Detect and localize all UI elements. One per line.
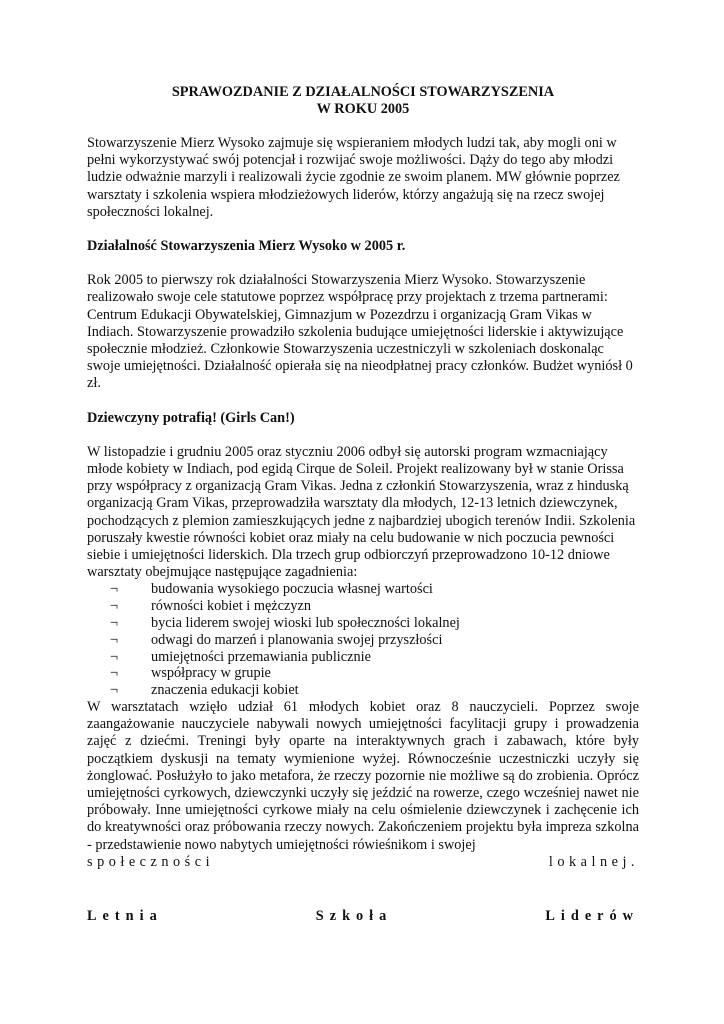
list-item [87,682,639,699]
footer-word-1: Letnia [87,908,163,924]
workshop-summary-last-line [87,854,639,871]
list-item [87,665,639,682]
list-item [87,615,639,632]
document-title-line-2: W ROKU 2005 [316,101,410,117]
list-item-text: budowania wysokiego poczucia własnej wartości [151,581,433,598]
bullet-icon: ¬ [110,648,119,665]
last-line-word-2: lokalnej. [548,853,639,870]
list-item-text: współpracy w grupie [151,665,271,682]
footer-word-3: Liderów [545,908,639,924]
footer-word-2: Szkoła [315,908,393,924]
activity-paragraph: Rok 2005 to pierwszy rok działalności Stowarzyszenia Mierz Wysoko. Stowarzyszenie realizowało swoje cele statutowe poprzez współpracę przy projektach z trzema partnerami: Centrum Edukacji Obywatelskiej, Gimnazjum w Pozezdrzu i organizacją Gram Vikas w Indiach. Stowarzyszenie prowadziło szkolenia budujące umiejętności liderskie i aktywizujące społecznie młodzież. Członkowie Stowarzyszenia uczestniczyli w szkoleniach doskonaląc swoje umiejętności. Działalność opierała się na nieodpłatnej pracy członków. Budżet wyniósł 0 zł. [87,272,633,392]
list-item-text: bycia liderem swojej wioski lub społeczności lokalnej [151,615,460,632]
bullet-icon: ¬ [110,581,119,598]
list-item [87,632,639,649]
list-item-text: znaczenia edukacji kobiet [151,682,299,699]
bullet-icon: ¬ [110,665,119,682]
footer-heading [87,908,639,925]
topics-list [87,581,639,699]
workshop-summary-paragraph: W warsztatach wzięło udział 61 młodych kobiet oraz 8 nauczycieli. Poprzez swoje zaangażowanie nauczyciele nabywali nowych umiejętności facylitacji grupy i prowadzenia zajęć z dziećmi. Treningi były oparte na interaktywnych grach i zabawach, które były początkiem dyskusji na tematy wymienione wyżej. Równocześnie uczestniczki uczyły się żonglować. Posłużyło to jako metafora, że rzeczy pozornie nie możliwe są do zrobienia. Oprócz umiejętności cyrkowych, dziewczynki uczyły się jeździć na rowerze, czego wcześniej nawet nie próbowały. Inne umiejętności cyrkowe miały na celu ośmielenie dziewczynek i zachęcenie ich do kreatywności oraz próbowania rzeczy nowych. Zakończeniem projektu była impreza szkolna - przedstawienie nowo nabytych umiejętności rówieśnikom i swojej [87,699,639,853]
bullet-icon: ¬ [110,682,119,699]
intro-paragraph: Stowarzyszenie Mierz Wysoko zajmuje się wspieraniem młodych ludzi tak, aby mogli oni w pełni wykorzystywać swój potencjał i rozwijać swoje możliwości. Dąży do tego aby młodzi ludzie odważnie marzyli i realizowali życie zgodnie ze swoim planem. MW głównie poprzez warsztaty i szkolenia wspiera młodzieżowych liderów, którzy angażują się na rzecz swojej społeczności lokalnej. [87,135,620,220]
list-item [87,598,639,615]
girls-can-paragraph: W listopadzie i grudniu 2005 oraz styczniu 2006 odbył się autorski program wzmacniający młode kobiety w Indiach, pod egidą Cirque de Soleil. Projekt realizowany był w stanie Orissa przy współpracy z organizacją Gram Vikas. Jedna z członkiń Stowarzyszenia, wraz z hinduską organizacją Gram Vikas, przeprowadziła warsztaty dla młodych, 12-13 letnich dziewczynek, pochodzących z plemion zamieszkujących jedne z najbardziej ubogich terenów Indii. Szkolenia poruszały kwestie równości kobiet oraz miały na celu budowanie w nich poczucia pewności siebie i umiejętności liderskich. Dla trzech grup odbiorczyń przeprowadzono 10-12 dniowe warsztaty obejmujące następujące zagadnienia: [87,443,636,581]
section-heading-activity: Działalność Stowarzyszenia Mierz Wysoko w 2005 r. [87,238,406,255]
list-item-text: równości kobiet i mężczyzn [151,598,311,615]
bullet-icon: ¬ [110,631,119,648]
list-item [87,649,639,666]
list-item [87,581,639,598]
list-item-text: odwagi do marzeń i planowania swojej przyszłości [151,631,443,648]
section-heading-girls-can: Dziewczyny potrafią! (Girls Can!) [87,409,295,426]
bullet-icon: ¬ [110,598,119,615]
bullet-icon: ¬ [110,615,119,632]
document-page [87,84,639,871]
last-line-word-1: społeczności [87,853,215,870]
list-item-text: umiejętności przemawiania publicznie [151,648,371,665]
document-title-line-1: SPRAWOZDANIE Z DZIAŁALNOŚCI STOWARZYSZENIA [171,84,555,100]
